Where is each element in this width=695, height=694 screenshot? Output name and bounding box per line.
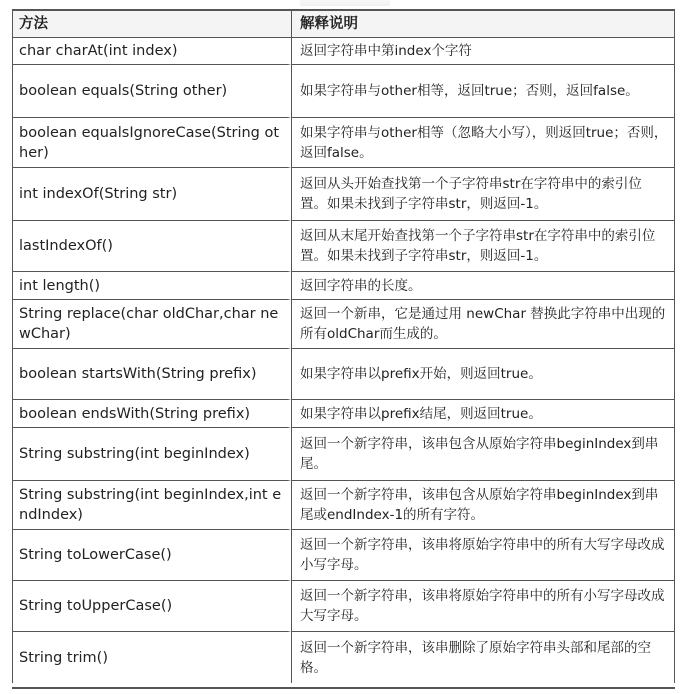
table-row (12, 168, 675, 221)
description-cell: 返回一个新字符串，该串包含从原始字符串beginIndex到串尾或endIndex-1的所有字符。 (291, 481, 675, 530)
string-methods-table (12, 11, 675, 683)
description-cell: 如果字符串与other相等，返回true；否则，返回false。 (291, 65, 675, 118)
method-cell: String trim() (12, 632, 291, 683)
table-row (12, 632, 675, 683)
table-row (12, 272, 675, 300)
description-cell: 返回一个新串，它是通过用 newChar 替换此字符串中出现的所有oldChar而生成的。 (291, 300, 675, 349)
method-cell: String substring(int beginIndex,int endIndex) (12, 481, 291, 530)
table-row (12, 530, 675, 581)
description-cell: 返回一个新字符串，该串删除了原始字符串头部和尾部的空格。 (291, 632, 675, 683)
table-row (12, 349, 675, 400)
method-cell: String toLowerCase() (12, 530, 291, 581)
method-cell: boolean equalsIgnoreCase(String other) (12, 118, 291, 168)
description-cell: 返回从头开始查找第一个子字符串str在字符串中的索引位置。如果未找到子字符串str，则返回-1。 (291, 168, 675, 221)
caption-strip (0, 0, 695, 9)
description-cell: 如果字符串与other相等（忽略大小写），则返回true；否则，返回false。 (291, 118, 675, 168)
header-method: 方法 (12, 11, 291, 38)
method-cell: String substring(int beginIndex) (12, 428, 291, 481)
method-cell: String replace(char oldChar,char newChar) (12, 300, 291, 349)
description-cell: 返回从末尾开始查找第一个子字符串str在字符串中的索引位置。如果未找到子字符串str，则返回-1。 (291, 221, 675, 272)
table-row (12, 221, 675, 272)
method-cell: boolean startsWith(String prefix) (12, 349, 291, 400)
method-cell: lastIndexOf() (12, 221, 291, 272)
description-cell: 如果字符串以prefix结尾，则返回true。 (291, 400, 675, 428)
header-description: 解释说明 (291, 11, 675, 38)
caption-fragment (300, 0, 390, 6)
table-row (12, 118, 675, 168)
table-row (12, 481, 675, 530)
description-cell: 返回字符串中第index个字符 (291, 38, 675, 65)
method-cell: boolean endsWith(String prefix) (12, 400, 291, 428)
description-cell: 如果字符串以prefix开始，则返回true。 (291, 349, 675, 400)
description-cell: 返回字符串的长度。 (291, 272, 675, 300)
method-cell: int indexOf(String str) (12, 168, 291, 221)
description-cell: 返回一个新字符串，该串包含从原始字符串beginIndex到串尾。 (291, 428, 675, 481)
method-cell: String toUpperCase() (12, 581, 291, 632)
method-cell: char charAt(int index) (12, 38, 291, 65)
description-cell: 返回一个新字符串，该串将原始字符串中的所有小写字母改成大写字母。 (291, 581, 675, 632)
description-cell: 返回一个新字符串，该串将原始字符串中的所有大写字母改成小写字母。 (291, 530, 675, 581)
method-cell: boolean equals(String other) (12, 65, 291, 118)
string-methods-table-wrapper (12, 9, 675, 689)
table-header-row (12, 11, 675, 38)
table-row (12, 38, 675, 65)
table-row (12, 400, 675, 428)
method-cell: int length() (12, 272, 291, 300)
table-row (12, 581, 675, 632)
table-row (12, 428, 675, 481)
table-row (12, 65, 675, 118)
table-row (12, 300, 675, 349)
